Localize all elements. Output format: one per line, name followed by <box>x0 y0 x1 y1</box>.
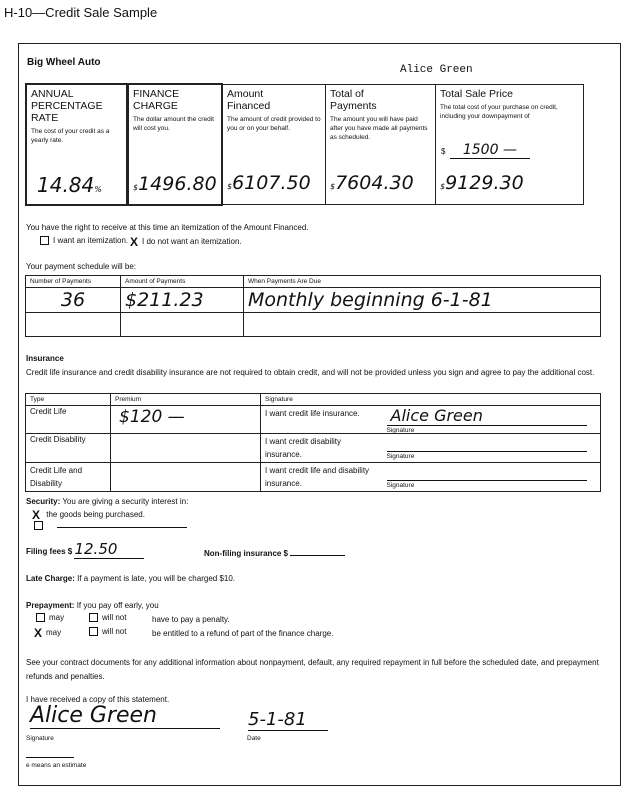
dollar-sign: $ <box>227 182 233 191</box>
amount-financed-box <box>222 84 326 205</box>
signature-field[interactable] <box>381 434 601 463</box>
insurance-premium <box>111 434 261 463</box>
nonfiling-label: Non-filing insurance $ <box>204 549 289 558</box>
total-sale-price-desc: The total cost of your purchase on credit, including your downpayment of <box>440 104 558 120</box>
total-payments-box <box>325 84 436 205</box>
total-payments-desc: The amount you will have paid after you have made all payments as scheduled. <box>330 116 428 141</box>
signature-field[interactable] <box>381 463 601 492</box>
checkbox[interactable] <box>89 627 98 636</box>
insurance-premium: $120 — <box>111 406 261 434</box>
finance-charge-box <box>127 83 223 206</box>
total-sale-price-heading: Total Sale Price <box>440 88 513 100</box>
itemization-decline-option[interactable] <box>130 235 242 249</box>
apr-value: 14.84 <box>37 173 95 197</box>
signature-label: Signature <box>26 735 54 742</box>
insurance-premium <box>111 463 261 492</box>
col-header: When Payments Are Due <box>244 276 601 288</box>
total-sale-price-value: 9129.30 <box>445 172 524 194</box>
signature-date[interactable]: 5-1-81 <box>248 709 328 731</box>
dollar-sign: $ <box>330 182 336 191</box>
filing-fees-label: Filing fees $ <box>26 547 73 556</box>
option-label: the goods being purchased. <box>46 510 145 520</box>
dollar-sign: $ <box>441 147 446 156</box>
checkbox[interactable] <box>89 613 98 622</box>
percent-sign: % <box>94 185 102 194</box>
amount-of-payments: $211.23 <box>121 288 244 313</box>
nonfiling-blank[interactable] <box>290 555 345 556</box>
col-header: Type <box>26 394 111 406</box>
insurance-text: Credit life insurance and credit disability insurance are not required to obtain credit, and will not be provided unless you sign and agree to pay the additional cost. <box>26 368 595 377</box>
insurance-label: Insurance <box>26 354 64 363</box>
option-label: may <box>46 628 62 638</box>
checkbox[interactable] <box>36 613 45 622</box>
amount-financed-value: 6107.50 <box>232 172 311 194</box>
itemization-want-option[interactable] <box>40 236 128 245</box>
prepayment-text: If you pay off early, you <box>76 601 159 610</box>
checkbox[interactable] <box>34 521 43 530</box>
total-sale-price-box <box>435 84 584 205</box>
option-label: I want an itemization. <box>53 236 129 245</box>
filing-fees-value: 12.50 <box>74 540 144 559</box>
checkbox[interactable] <box>40 236 49 245</box>
itemization-text: You have the right to receive at this time an itemization of the Amount Financed. <box>26 223 309 232</box>
checked-checkbox[interactable]: X <box>130 235 139 249</box>
date-label: Date <box>247 735 261 742</box>
signature-label: Signature <box>387 425 587 435</box>
apr-box <box>25 83 128 206</box>
downpayment-value: 1500 — <box>450 142 530 159</box>
page-title: H-10—Credit Sale Sample <box>4 5 158 20</box>
checked-checkbox[interactable]: X <box>34 626 43 640</box>
borrower-signature[interactable]: Alice Green <box>30 703 220 729</box>
insurance-table <box>25 393 601 492</box>
apr-heading: ANNUAL PERCENTAGE RATE <box>31 88 103 124</box>
received-text: I have received a copy of this statement. <box>26 695 170 704</box>
col-header: Premium <box>111 394 261 406</box>
finance-charge-value: 1496.80 <box>138 173 217 195</box>
col-header: Amount of Payments <box>121 276 244 288</box>
amount-financed-desc: The amount of credit provided to you or on your behalf. <box>227 116 321 132</box>
contract-note: See your contract documents for any additional information about nonpayment, default, any required repayment in full before the scheduled date, and prepayment refunds and penalties. <box>26 658 599 681</box>
option-label: will not <box>102 627 127 636</box>
apr-desc: The cost of your credit as a yearly rate. <box>31 128 110 144</box>
option-label: I do not want an itemization. <box>142 237 242 247</box>
divider <box>26 757 74 758</box>
estimate-note: e means an estimate <box>26 762 87 769</box>
number-of-payments: 36 <box>26 288 121 313</box>
payment-schedule-table <box>25 275 601 337</box>
security-label: Security: <box>26 497 61 506</box>
amount-financed-heading: Amount Financed <box>227 88 271 112</box>
insurance-signature: Alice Green <box>390 406 483 425</box>
finance-charge-heading: FINANCE CHARGE <box>133 88 180 112</box>
total-payments-value: 7604.30 <box>335 172 414 194</box>
payments-due: Monthly beginning 6-1-81 <box>244 288 601 313</box>
signature-label: Signature <box>387 480 587 490</box>
col-header: Number of Payments <box>26 276 121 288</box>
total-payments-heading: Total of Payments <box>330 88 377 112</box>
dollar-sign: $ <box>133 183 139 192</box>
insurance-option: I want credit life and disability insurance. <box>261 463 381 492</box>
insurance-option: I want credit life insurance. <box>261 406 381 434</box>
other-blank[interactable] <box>57 527 187 528</box>
dollar-sign: $ <box>440 182 446 191</box>
security-text: You are giving a security interest in: <box>62 497 189 506</box>
refund-text: be entitled to a refund of part of the finance charge. <box>152 629 334 638</box>
insurance-option: I want credit disability insurance. <box>261 434 381 463</box>
col-header: Signature <box>261 394 601 406</box>
prepayment-label: Prepayment: <box>26 601 75 610</box>
signature-label: Signature <box>387 451 587 461</box>
borrower-name: Alice Green <box>400 64 473 76</box>
checked-checkbox[interactable]: X <box>32 508 41 522</box>
penalty-text: have to pay a penalty. <box>152 615 230 624</box>
option-label: may <box>49 613 65 622</box>
schedule-label: Your payment schedule will be: <box>26 262 136 271</box>
security-goods-option[interactable] <box>32 508 145 522</box>
insurance-type: Credit Life <box>26 406 111 434</box>
finance-charge-desc: The dollar amount the credit will cost you. <box>133 116 214 132</box>
signature-field[interactable] <box>381 406 601 434</box>
option-label: will not <box>102 613 127 622</box>
insurance-type: Credit Life and Disability <box>26 463 111 492</box>
late-charge-text: If a payment is late, you will be charged $10. <box>77 574 236 583</box>
creditor-name: Big Wheel Auto <box>27 57 101 68</box>
late-charge-label: Late Charge: <box>26 574 75 583</box>
security-other-option[interactable] <box>34 521 187 530</box>
insurance-type: Credit Disability <box>26 434 111 463</box>
